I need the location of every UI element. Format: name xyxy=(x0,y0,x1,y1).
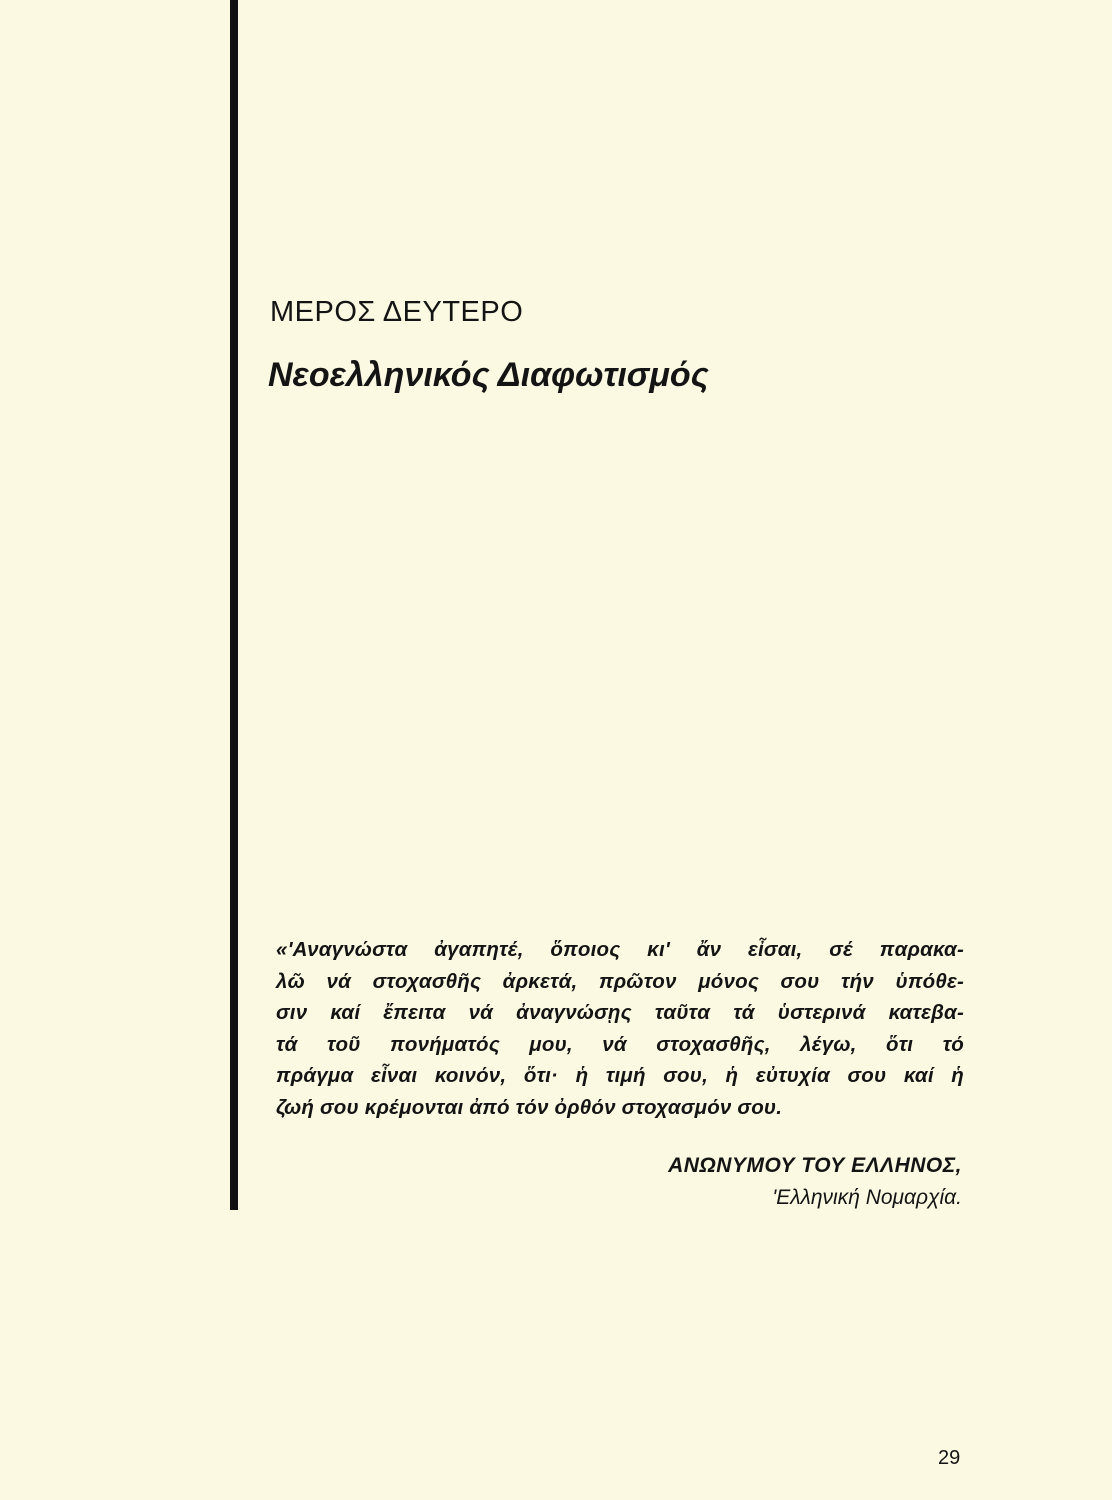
epigraph-line: «'Αναγνώστα ἀγαπητέ, ὅποιος κι' ἄν εἶσαι, σέ παρακα- xyxy=(276,938,964,961)
epigraph-line: πράγμα εἶναι κοινόν, ὅτι· ἡ τιμή σου, ἡ εὐτυχία σου καί ἡ xyxy=(276,1064,964,1087)
epigraph-line: ζωή σου κρέμονται ἀπό τόν ὀρθόν στοχασμόν σου. xyxy=(276,1095,783,1119)
page-number: 29 xyxy=(938,1447,961,1469)
epigraph-line: λῶ νά στοχασθῆς ἀρκετά, πρῶτον μόνος σου τήν ὑπόθε- xyxy=(276,969,964,993)
epigraph-source: 'Ελληνική Νομαρχία. xyxy=(772,1186,962,1209)
vertical-rule xyxy=(230,0,238,1210)
part-label: ΜΕΡΟΣ ΔΕΥΤΕΡΟ xyxy=(270,296,524,328)
part-title: Νεοελληνικός Διαφωτισμός xyxy=(268,356,709,394)
epigraph-author: ΑΝΩΝΥΜΟΥ ΤΟΥ ΕΛΛΗΝΟΣ, xyxy=(668,1154,962,1177)
epigraph-quote xyxy=(276,934,964,1123)
epigraph-attribution xyxy=(668,1150,962,1214)
epigraph-line: σιν καί ἔπειτα νά ἀναγνώσῃς ταῦτα τά ὑστερινά κατεβα- xyxy=(276,1001,964,1024)
epigraph-line: τά τοῦ πονήματός μου, νά στοχασθῆς, λέγω, ὅτι τό xyxy=(276,1032,964,1056)
